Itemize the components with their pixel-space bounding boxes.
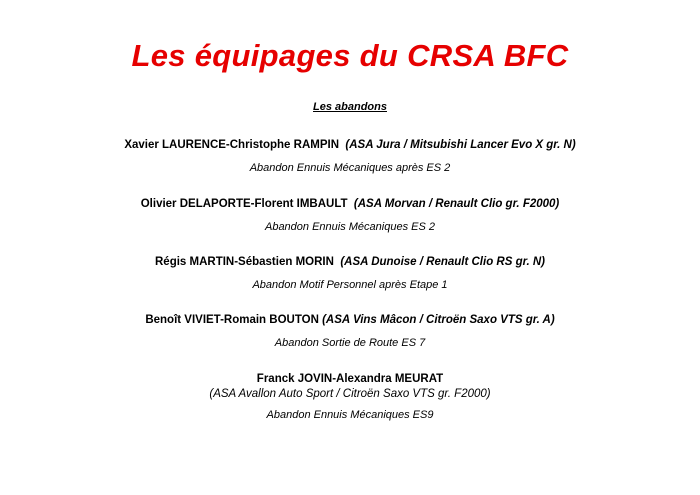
crew-line — [0, 255, 700, 270]
abandon-reason: Abandon Sortie de Route ES 7 — [274, 337, 426, 349]
crew-entry — [0, 197, 700, 235]
crew-entry — [0, 372, 700, 423]
abandon-reason: Abandon Ennuis Mécaniques après ES 2 — [249, 162, 451, 174]
section-subtitle: Les abandons — [313, 101, 387, 113]
crew-line — [0, 138, 700, 153]
crew-names: Xavier LAURENCE-Christophe RAMPIN — [124, 139, 340, 151]
abandon-reason: Abandon Ennuis Mécaniques ES9 — [266, 409, 434, 421]
crew-car: (ASA Jura / Mitsubishi Lancer Evo X gr. N) — [345, 139, 576, 151]
abandon-reason: Abandon Ennuis Mécaniques ES 2 — [264, 221, 435, 233]
crew-names: Régis MARTIN-Sébastien MORIN — [155, 256, 334, 268]
page-title: Les équipages du CRSA BFC — [131, 38, 569, 73]
crew-entry — [0, 138, 700, 176]
crew-names: Benoît VIVIET-Romain BOUTON — [145, 314, 319, 326]
crew-names: Franck JOVIN-Alexandra MEURAT — [256, 373, 444, 385]
crew-entry — [0, 313, 700, 351]
crew-line — [0, 313, 700, 328]
crew-car: (ASA Avallon Auto Sport / Citroën Saxo VTS gr. F2000) — [209, 388, 491, 400]
crew-car: (ASA Vins Mâcon / Citroën Saxo VTS gr. A) — [322, 314, 555, 326]
abandon-reason: Abandon Motif Personnel après Etape 1 — [252, 279, 448, 291]
crew-car: (ASA Dunoise / Renault Clio RS gr. N) — [340, 256, 545, 268]
crew-entry — [0, 255, 700, 293]
crew-line — [0, 197, 700, 212]
crew-names: Olivier DELAPORTE-Florent IMBAULT — [140, 198, 348, 210]
crew-car: (ASA Morvan / Renault Clio gr. F2000) — [353, 198, 560, 210]
